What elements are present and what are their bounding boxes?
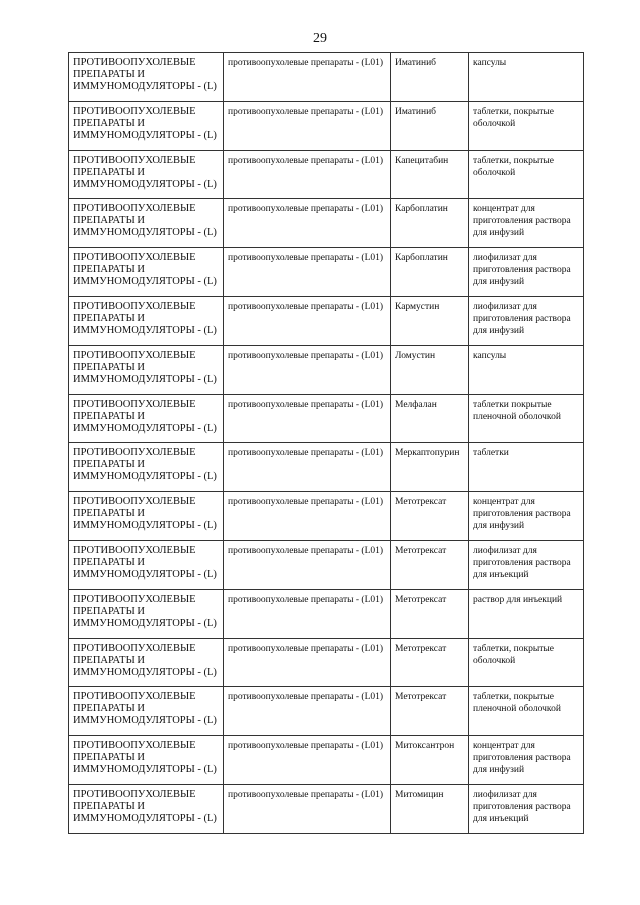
cell-group: ПРОТИВООПУХОЛЕВЫЕ ПРЕПАРАТЫ И ИММУНОМОДУЛЯТОРЫ - (L) (69, 394, 224, 443)
cell-inn: Карбоплатин (391, 248, 469, 297)
cell-dosage-form: лиофилизат для приготовления раствора для инъекций (469, 784, 584, 833)
cell-subgroup: противоопухолевые препараты - (L01) (224, 53, 391, 102)
cell-inn: Метотрексат (391, 589, 469, 638)
cell-group: ПРОТИВООПУХОЛЕВЫЕ ПРЕПАРАТЫ И ИММУНОМОДУЛЯТОРЫ - (L) (69, 638, 224, 687)
cell-subgroup: противоопухолевые препараты - (L01) (224, 784, 391, 833)
cell-dosage-form: таблетки, покрытые пленочной оболочкой (469, 687, 584, 736)
cell-inn: Метотрексат (391, 540, 469, 589)
table-row (69, 540, 584, 589)
table-row (69, 736, 584, 785)
cell-group: ПРОТИВООПУХОЛЕВЫЕ ПРЕПАРАТЫ И ИММУНОМОДУЛЯТОРЫ - (L) (69, 540, 224, 589)
cell-inn: Иматиниб (391, 53, 469, 102)
page-number: 29 (313, 31, 327, 46)
cell-inn: Иматиниб (391, 101, 469, 150)
cell-group: ПРОТИВООПУХОЛЕВЫЕ ПРЕПАРАТЫ И ИММУНОМОДУЛЯТОРЫ - (L) (69, 443, 224, 492)
cell-dosage-form: раствор для инъекций (469, 589, 584, 638)
table-row (69, 589, 584, 638)
cell-dosage-form: лиофилизат для приготовления раствора для инфузий (469, 296, 584, 345)
cell-subgroup: противоопухолевые препараты - (L01) (224, 394, 391, 443)
table-row (69, 150, 584, 199)
cell-subgroup: противоопухолевые препараты - (L01) (224, 687, 391, 736)
cell-inn: Митоксантрон (391, 736, 469, 785)
cell-inn: Ломустин (391, 345, 469, 394)
cell-dosage-form: концентрат для приготовления раствора для инфузий (469, 199, 584, 248)
table-row (69, 248, 584, 297)
cell-group: ПРОТИВООПУХОЛЕВЫЕ ПРЕПАРАТЫ И ИММУНОМОДУЛЯТОРЫ - (L) (69, 248, 224, 297)
cell-inn: Митомицин (391, 784, 469, 833)
cell-dosage-form: таблетки, покрытые оболочкой (469, 638, 584, 687)
table-row (69, 394, 584, 443)
cell-inn: Меркаптопурин (391, 443, 469, 492)
cell-group: ПРОТИВООПУХОЛЕВЫЕ ПРЕПАРАТЫ И ИММУНОМОДУЛЯТОРЫ - (L) (69, 687, 224, 736)
cell-subgroup: противоопухолевые препараты - (L01) (224, 199, 391, 248)
cell-group: ПРОТИВООПУХОЛЕВЫЕ ПРЕПАРАТЫ И ИММУНОМОДУЛЯТОРЫ - (L) (69, 492, 224, 541)
cell-dosage-form: таблетки, покрытые оболочкой (469, 150, 584, 199)
cell-group: ПРОТИВООПУХОЛЕВЫЕ ПРЕПАРАТЫ И ИММУНОМОДУЛЯТОРЫ - (L) (69, 345, 224, 394)
cell-subgroup: противоопухолевые препараты - (L01) (224, 589, 391, 638)
cell-subgroup: противоопухолевые препараты - (L01) (224, 540, 391, 589)
cell-group: ПРОТИВООПУХОЛЕВЫЕ ПРЕПАРАТЫ И ИММУНОМОДУЛЯТОРЫ - (L) (69, 150, 224, 199)
cell-dosage-form: капсулы (469, 345, 584, 394)
cell-dosage-form: лиофилизат для приготовления раствора для инъекций (469, 540, 584, 589)
table-row (69, 443, 584, 492)
table-row (69, 638, 584, 687)
cell-group: ПРОТИВООПУХОЛЕВЫЕ ПРЕПАРАТЫ И ИММУНОМОДУЛЯТОРЫ - (L) (69, 736, 224, 785)
cell-subgroup: противоопухолевые препараты - (L01) (224, 345, 391, 394)
cell-subgroup: противоопухолевые препараты - (L01) (224, 150, 391, 199)
cell-dosage-form: таблетки покрытые пленочной оболочкой (469, 394, 584, 443)
cell-subgroup: противоопухолевые препараты - (L01) (224, 101, 391, 150)
cell-inn: Метотрексат (391, 492, 469, 541)
cell-dosage-form: концентрат для приготовления раствора для инфузий (469, 736, 584, 785)
table-row (69, 687, 584, 736)
table-row (69, 492, 584, 541)
cell-dosage-form: лиофилизат для приготовления раствора для инфузий (469, 248, 584, 297)
drug-table-body (69, 53, 584, 834)
cell-inn: Метотрексат (391, 687, 469, 736)
cell-dosage-form: таблетки (469, 443, 584, 492)
cell-group: ПРОТИВООПУХОЛЕВЫЕ ПРЕПАРАТЫ И ИММУНОМОДУЛЯТОРЫ - (L) (69, 296, 224, 345)
table-row (69, 296, 584, 345)
drug-table (68, 52, 584, 834)
table-row (69, 53, 584, 102)
cell-subgroup: противоопухолевые препараты - (L01) (224, 638, 391, 687)
cell-dosage-form: капсулы (469, 53, 584, 102)
cell-dosage-form: таблетки, покрытые оболочкой (469, 101, 584, 150)
cell-inn: Капецитабин (391, 150, 469, 199)
cell-group: ПРОТИВООПУХОЛЕВЫЕ ПРЕПАРАТЫ И ИММУНОМОДУЛЯТОРЫ - (L) (69, 784, 224, 833)
table-row (69, 199, 584, 248)
cell-group: ПРОТИВООПУХОЛЕВЫЕ ПРЕПАРАТЫ И ИММУНОМОДУЛЯТОРЫ - (L) (69, 53, 224, 102)
cell-group: ПРОТИВООПУХОЛЕВЫЕ ПРЕПАРАТЫ И ИММУНОМОДУЛЯТОРЫ - (L) (69, 199, 224, 248)
cell-group: ПРОТИВООПУХОЛЕВЫЕ ПРЕПАРАТЫ И ИММУНОМОДУЛЯТОРЫ - (L) (69, 589, 224, 638)
cell-subgroup: противоопухолевые препараты - (L01) (224, 492, 391, 541)
cell-dosage-form: концентрат для приготовления раствора для инфузий (469, 492, 584, 541)
cell-inn: Метотрексат (391, 638, 469, 687)
cell-inn: Карбоплатин (391, 199, 469, 248)
cell-subgroup: противоопухолевые препараты - (L01) (224, 296, 391, 345)
table-row (69, 784, 584, 833)
cell-subgroup: противоопухолевые препараты - (L01) (224, 736, 391, 785)
cell-inn: Кармустин (391, 296, 469, 345)
cell-inn: Мелфалан (391, 394, 469, 443)
cell-group: ПРОТИВООПУХОЛЕВЫЕ ПРЕПАРАТЫ И ИММУНОМОДУЛЯТОРЫ - (L) (69, 101, 224, 150)
cell-subgroup: противоопухолевые препараты - (L01) (224, 248, 391, 297)
table-row (69, 101, 584, 150)
cell-subgroup: противоопухолевые препараты - (L01) (224, 443, 391, 492)
table-row (69, 345, 584, 394)
